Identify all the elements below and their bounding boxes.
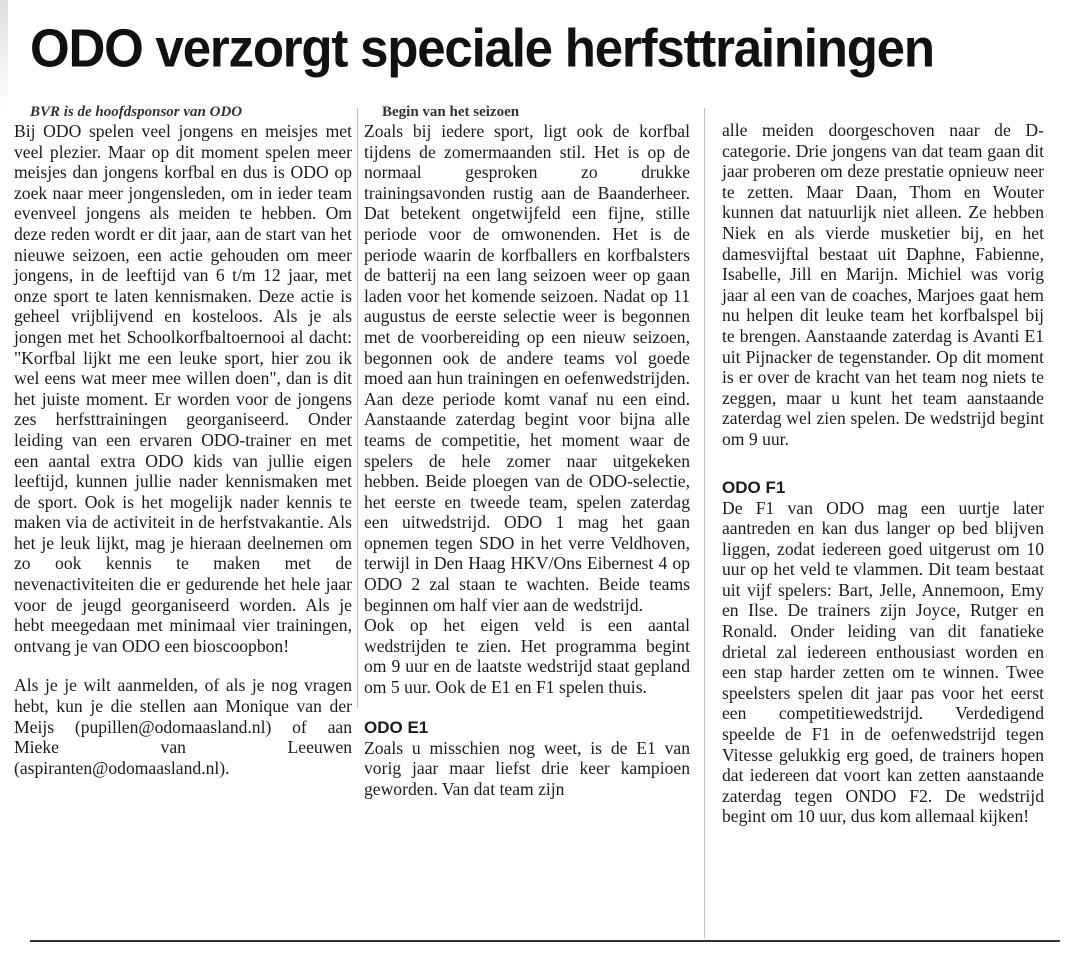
body-paragraph: Als je je wilt aanmelden, of als je nog vragen hebt, kun je die stellen aan Monique van der Meijs (pupillen@odomaasland.nl) of aan Mieke van Leeuwen (aspiranten@odomaasland.nl). — [14, 675, 352, 778]
body-paragraph: Ook op het eigen veld is een aantal wedstrijden te zien. Het programma begint om 9 uur en de laatste wedstrijd staat gepland om 5 uur. Ook de E1 en F1 spelen thuis. — [364, 615, 690, 698]
column-rule-right — [704, 108, 705, 938]
body-paragraph: Zoals bij iedere sport, ligt ook de korfbal tijdens de zomermaanden stil. Het is op de normaal gesproken zo drukke trainingsavonden rustig aan de Baanderheer. Dat betekent ongetwijfeld een fijne, stille periode voor de omwonenden. Het is de periode waarin de korfballers en korfbalsters de batterij na een lang seizoen weer op gaan laden voor het komende seizoen. Nadat op 11 augustus de eerste selectie weer is begonnen met de voorbereiding op een nieuw seizoen, begonnen ook de andere teams vol goede moed aan hun trainingen en oefenwedstrijden. Aan deze periode komt vanaf nu een eind. Aanstaande zaterdag begint voor bijna alle teams de competitie, het moment waar de spelers de hele zomer naar uitgekeken hebben. Beide ploegen van de ODO-selectie, het eerste en tweede team, spelen zaterdag een uitwedstrijd. ODO 1 mag het gaan opnemen tegen SDO in het verre Veldhoven, terwijl in Den Haag HKV/Ons Eibernest 4 op ODO 2 zal staan te wachten. Beide teams beginnen om half vier aan de wedstrijd. — [364, 121, 690, 615]
sponsor-kicker: BVR is de hoofdsponsor van ODO — [30, 104, 243, 120]
column-1 — [14, 104, 352, 778]
subheading-odo-f1: ODO F1 — [722, 477, 786, 497]
subheading-odo-e1: ODO E1 — [364, 717, 429, 737]
scan-edge — [0, 0, 8, 110]
headline: ODO verzorgt speciale herfsttrainingen — [30, 17, 934, 79]
column-2 — [364, 104, 690, 799]
column-3 — [722, 120, 1044, 827]
body-paragraph: Bij ODO spelen veel jongens en meisjes met veel plezier. Maar op dit moment spelen meer meisjes dan jongens korfbal en dus is ODO op zoek naar meer jongensleden, om in ieder team evenveel jongens als meiden te hebben. Om deze reden wordt er dit jaar, aan de start van het nieuwe seizoen, een actie gehouden om meer jongens, in de leeftijd van 6 t/m 12 jaar, met onze sport te laten kennismaken. Deze actie is geheel vrijblijvend en kosteloos. Als je als jongen met het Schoolkorfbaltoernooi al dacht: "Korfbal lijkt me een leuke sport, hier zou ik wel eens wat meer mee willen doen", dan is dit het juiste moment. Er worden voor de jongens zes herfsttrainingen georganiseerd. Onder leiding van een ervaren ODO-trainer en met een aantal extra ODO kids van jullie eigen leeftijd, kunnen jullie nader kennismaken met de sport. Ook is het mogelijk nader kennis te maken via de activiteit in de herfstvakantie. Als het je leuk lijkt, mag je hieraan deelnemen om zo ook kennis te maken met de nevenactiviteiten die er gedurende het hele jaar voor de jeugd georganiseerd worden. Als je hebt meegedaan met minimaal vier trainingen, ontvang je van ODO een bioscoopbon! — [14, 121, 352, 656]
section-kicker: Begin van het seizoen — [382, 104, 520, 120]
column-rule-left — [357, 108, 358, 708]
body-paragraph: Zoals u misschien nog weet, is de E1 van vorig jaar maar liefst drie keer kampioen geworden. Van dat team zijn — [364, 737, 690, 799]
body-paragraph: De F1 van ODO mag een uurtje later aantreden en kan dus langer op bed blijven liggen, zodat iedereen goed uitgerust om 10 uur op het veld te vlammen. Dit team bestaat uit vijf spelers: Bart, Jelle, Annemoon, Emy en Ilse. De trainers zijn Joyce, Rutger en Ronald. Onder leiding van dit fanatieke drietal zal iedereen enthousiast worden en een stap harder zetten om te winnen. Twee speelsters spelen dit jaar pas voor het eerst een competitiewedstrijd. Verdedigend speelde de F1 in de oefenwedstrijd tegen Vitesse gelukkig erg goed, de trainers hopen dat iedereen dat voort kan zetten aanstaande zaterdag tegen ONDO F2. De wedstrijd begint om 10 uur, dus kom allemaal kijken! — [722, 497, 1044, 827]
bottom-rule — [30, 940, 1060, 942]
body-paragraph: alle meiden doorgeschoven naar de D-categorie. Drie jongens van dat team gaan dit jaar proberen om deze prestatie opnieuw neer te zetten. Maar Daan, Thom en Wouter kunnen dat natuurlijk niet alleen. Ze hebben Niek en als vierde musketier bij, en het damesvijftal bestaat uit Daphne, Fabienne, Isabelle, Jill en Marijn. Michiel was vorig jaar al een van de coaches, Marjoes gaat hem nu helpen dit leuke team het korfbalspel bij te brengen. Aanstaande zaterdag is Avanti E1 uit Pijnacker de tegenstander. Op dit moment is er over de kracht van het team nog niets te zeggen, maar u kunt het team aanstaande zaterdag wel zien spelen. De wedstrijd begint om 9 uur. — [722, 120, 1044, 449]
